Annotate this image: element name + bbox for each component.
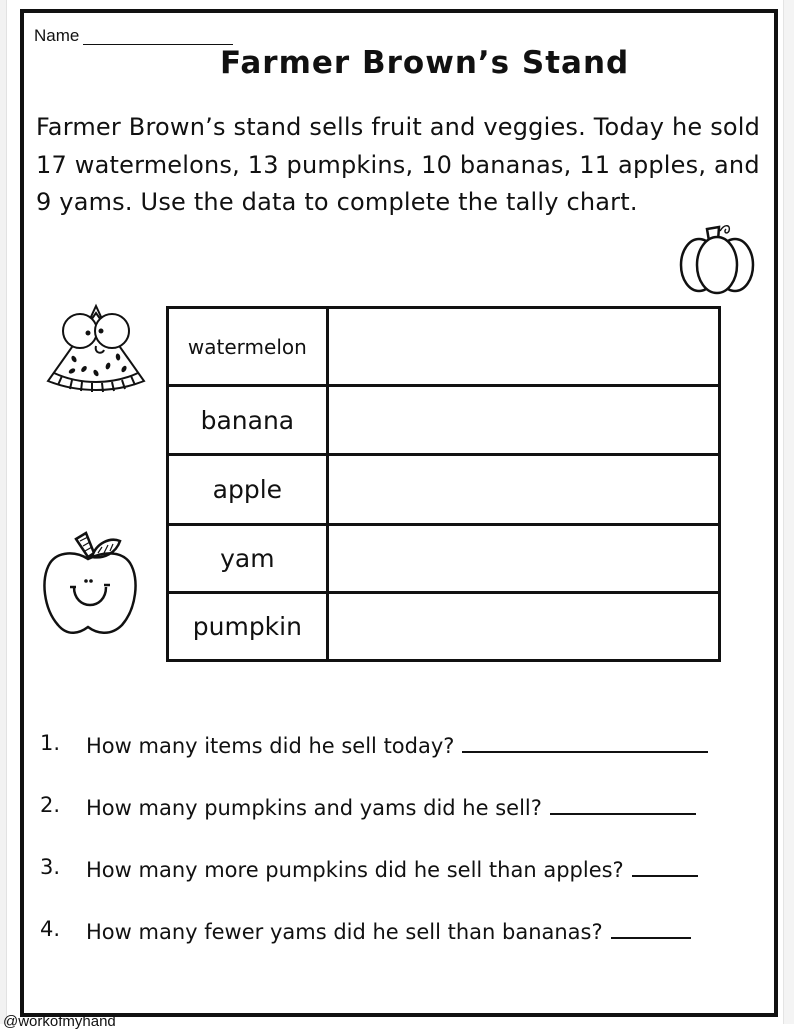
worksheet-page [20,9,778,1017]
name-blank-line[interactable] [83,24,233,45]
question-3 [40,855,762,917]
tally-row-yam [168,525,720,593]
question-2 [40,793,762,855]
apple-icon [38,527,142,639]
tally-cell-pumpkin[interactable] [327,593,719,661]
intro-paragraph: Farmer Brown’s stand sells fruit and veggies. Today he sold 17 watermelons, 13 pumpkins, 10 bananas, 11 apples, and 9 yams. Use the data to complete the tally chart. [36,113,761,216]
tally-label-banana: banana [168,386,328,455]
question-number: 1. [40,731,61,755]
question-3-prompt: How many more pumpkins did he sell than apples? [86,858,624,882]
name-field[interactable] [34,26,233,47]
worksheet-title: Farmer Brown’s Stand [220,45,630,81]
tally-cell-watermelon[interactable] [327,308,719,386]
questions-list [40,731,762,979]
tally-cell-apple[interactable] [327,455,719,525]
question-1-prompt: How many items did he sell today? [86,734,455,758]
name-label: Name [34,26,80,45]
tally-label-pumpkin: pumpkin [168,593,328,661]
question-2-prompt: How many pumpkins and yams did he sell? [86,796,542,820]
tally-cell-banana[interactable] [327,386,719,455]
question-number: 2. [40,793,61,817]
question-text [86,731,708,758]
footer-credit: @workofmyhand [3,1013,116,1030]
watermelon-slice-icon [44,301,148,401]
question-4 [40,917,762,979]
tally-cell-yam[interactable] [327,525,719,593]
answer-blank-1[interactable] [462,731,708,753]
tally-label-apple: apple [168,455,328,525]
question-text [86,917,691,944]
tally-label-yam: yam [168,525,328,593]
tally-row-banana [168,386,720,455]
answer-blank-2[interactable] [550,793,696,815]
right-scrollbar-track[interactable] [783,0,794,1024]
tally-row-apple [168,455,720,525]
pumpkin-icon [671,219,761,299]
tally-label-watermelon: watermelon [168,308,328,386]
answer-blank-4[interactable] [611,917,691,939]
question-number: 4. [40,917,61,941]
tally-chart [166,306,721,662]
tally-row-pumpkin [168,593,720,661]
answer-blank-3[interactable] [632,855,698,877]
question-text [86,793,696,820]
tally-row-watermelon [168,308,720,386]
question-1 [40,731,762,793]
question-number: 3. [40,855,61,879]
question-text [86,855,698,882]
left-margin [0,0,7,1024]
question-4-prompt: How many fewer yams did he sell than bananas? [86,920,603,944]
